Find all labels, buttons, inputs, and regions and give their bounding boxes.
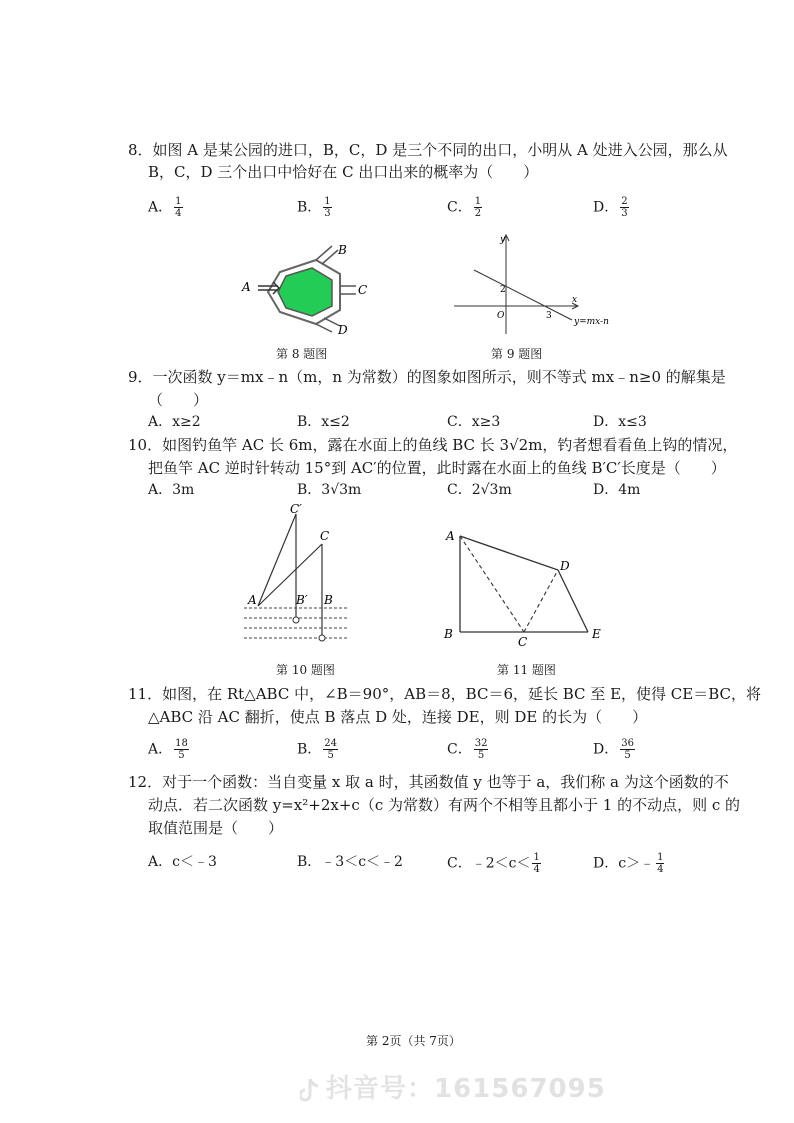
fraction	[174, 196, 182, 219]
segment-de	[558, 570, 588, 632]
axis-label-y: y	[500, 235, 506, 245]
fraction	[474, 738, 489, 761]
denominator: 5	[624, 750, 631, 761]
figure-11-triangle	[440, 524, 610, 646]
numerator: 1	[324, 196, 331, 207]
fraction	[474, 196, 482, 219]
q10-option-d: D．4m	[593, 482, 641, 498]
segment-ac-dashed	[460, 536, 524, 632]
q11-line2: △ABC 沿 AC 翻折，使点 B 落点 D 处，连接 DE，则 DE 的长为（ ）	[148, 708, 648, 726]
denominator: 4	[175, 208, 182, 219]
axis-label-x: x	[572, 295, 578, 305]
option-label: D．	[593, 199, 619, 216]
numerator: 1	[657, 852, 664, 863]
label-c: C	[358, 283, 368, 297]
q11-option-a	[148, 738, 189, 761]
q12-line1: 12．对于一个函数：当自变量 x 取 a 时，其函数值 y 也等于 a，我们称 a 为这个函数的不	[128, 773, 729, 791]
denominator: 3	[324, 208, 331, 219]
option-label: D．	[593, 741, 619, 758]
origin-label: O	[497, 311, 505, 321]
numerator: 1	[175, 196, 182, 207]
hook-b	[319, 635, 325, 641]
label-a: A	[446, 529, 455, 543]
figure-10-caption: 第 10 题图	[276, 663, 335, 677]
q11-option-d	[593, 738, 635, 761]
option-label: B．	[297, 199, 322, 216]
label-d: D	[338, 323, 348, 337]
watermark-text: 抖音号：161567095	[326, 1074, 606, 1104]
rod-ac	[258, 544, 322, 606]
label-b: B	[324, 593, 333, 607]
denominator: 2	[474, 208, 482, 219]
label-c: C	[320, 529, 330, 543]
label-b-prime: B′	[296, 593, 308, 607]
label-c-prime: C′	[290, 502, 302, 516]
label-e: E	[592, 627, 601, 641]
denominator: 4	[657, 864, 664, 875]
label-b: B	[338, 243, 347, 257]
denominator: 5	[477, 750, 485, 761]
q9-option-b: B．x≤2	[297, 414, 350, 430]
q9-line2: （ ）	[148, 391, 209, 409]
q8-line2: B，C，D 三个出口中恰好在 C 出口出来的概率为（ ）	[148, 163, 539, 181]
q8-line1: 8．如图 A 是某公园的进口，B，C，D 是三个不同的出口，小明从 A 处进入公园，那么从	[128, 141, 728, 159]
label-a: A	[248, 593, 257, 607]
q12-option-b: B．﹣3＜c＜﹣2	[297, 854, 403, 870]
q12-line2: 动点．若二次函数 y=x²+2x+c（c 为常数）有两个不相等且都小于 1 的不动点，则 c 的	[148, 796, 741, 814]
denominator: 5	[178, 750, 185, 761]
park-inner-hexagon	[278, 268, 332, 316]
label-a: A	[242, 280, 251, 294]
q12-option-a: A．c＜﹣3	[148, 854, 217, 870]
x-intercept-label: 3	[546, 311, 552, 321]
rod-ac-prime	[258, 514, 296, 606]
option-label: C．	[447, 199, 472, 216]
q10-option-a: A．3m	[148, 482, 195, 498]
label-c: C	[518, 635, 528, 646]
numerator: 2	[621, 196, 628, 207]
q8-option-b	[297, 196, 332, 219]
option-label: B．	[297, 741, 322, 758]
fraction	[323, 738, 338, 761]
fraction	[656, 852, 664, 875]
q8-option-d	[593, 196, 629, 219]
numerator: 1	[474, 196, 482, 207]
q11-line1: 11．如图，在 Rt△ABC 中，∠B＝90°，AB＝8，BC＝6，延长 BC 至 E，使得 CE＝BC，将	[128, 685, 761, 703]
segment-cd-dashed	[524, 570, 558, 632]
q9-option-d: D．x≤3	[593, 414, 647, 430]
fraction	[620, 738, 635, 761]
q12-option-c	[447, 852, 541, 875]
fraction	[174, 738, 189, 761]
numerator: 24	[324, 738, 338, 749]
q10-option-b: B．3√3m	[297, 482, 362, 498]
q12-line3: 取值范围是（ ）	[148, 819, 284, 837]
numerator: 36	[621, 738, 634, 749]
hook-b-prime	[293, 617, 299, 623]
numerator: 1	[533, 852, 540, 863]
q10-line1: 10．如图钓鱼竿 AC 长 6m，露在水面上的鱼线 BC 长 3√2m，钓者想看看鱼上钩的情况，	[128, 436, 738, 454]
q11-option-b	[297, 738, 338, 761]
q11-option-c	[447, 738, 488, 761]
q10-line2: 把鱼竿 AC 逆时针转动 15°到 AC′的位置，此时露在水面上的鱼线 B′C′长度是（ ）	[148, 459, 726, 477]
q8-option-a	[148, 196, 183, 219]
option-text: D．c＞﹣	[593, 855, 655, 872]
watermark	[300, 1068, 606, 1105]
figure-9-caption: 第 9 题图	[491, 347, 543, 361]
numerator: 18	[175, 738, 188, 749]
y-intercept-label: 2	[500, 285, 506, 295]
option-label: A．	[148, 199, 173, 216]
q12-option-d	[593, 852, 664, 875]
figure-10-fishing-rod	[236, 500, 360, 652]
segment-ad	[460, 536, 558, 570]
tiktok-logo-icon	[300, 1077, 320, 1103]
label-b: B	[444, 627, 453, 641]
figure-11-caption: 第 11 题图	[497, 663, 556, 677]
option-label: A．	[148, 741, 173, 758]
figure-8-park	[236, 236, 370, 338]
option-text: C．﹣2＜c＜	[447, 855, 531, 872]
q9-option-c: C．x≥3	[447, 414, 501, 430]
q9-line1: 9．一次函数 y＝mx﹣n（m，n 为常数）的图象如图所示，则不等式 mx﹣n≥0 的解集是	[128, 368, 726, 386]
exit-d-road	[316, 324, 332, 332]
q8-option-c	[447, 196, 482, 219]
figure-9-graph	[450, 230, 620, 340]
line-equation-label: y=mx-n	[574, 317, 609, 327]
page-footer: 第 2页（共 7页）	[366, 1034, 461, 1048]
fraction	[323, 196, 331, 219]
label-d: D	[560, 559, 570, 573]
q10-option-c: C．2√3m	[447, 482, 512, 498]
denominator: 3	[621, 208, 628, 219]
function-line	[474, 270, 572, 320]
option-label: C．	[447, 741, 472, 758]
numerator: 32	[474, 738, 488, 749]
fraction	[620, 196, 628, 219]
q9-option-a: A．x≥2	[148, 414, 201, 430]
denominator: 4	[533, 864, 540, 875]
fraction	[532, 852, 540, 875]
figure-8-caption: 第 8 题图	[276, 347, 328, 361]
denominator: 5	[327, 750, 334, 761]
